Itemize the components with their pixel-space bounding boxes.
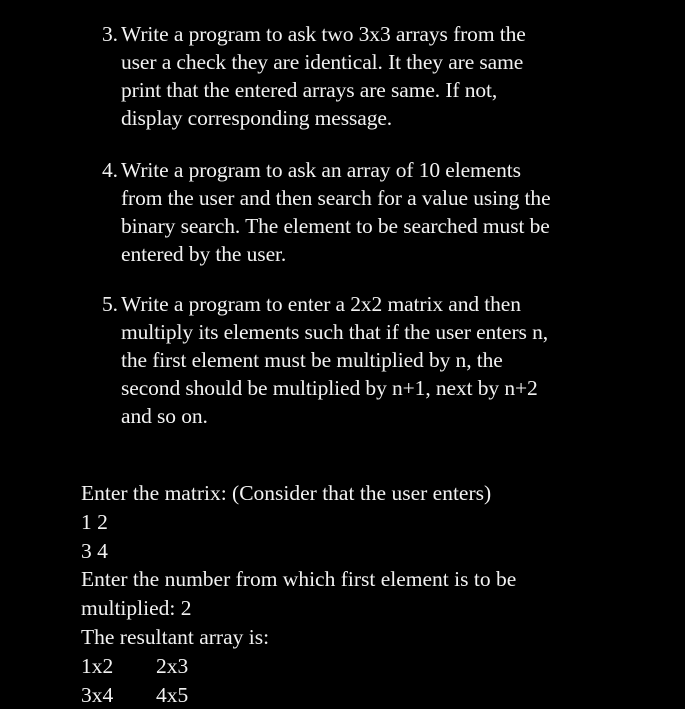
matrix-row-2: 3 4 bbox=[81, 538, 108, 563]
question-4 bbox=[102, 156, 602, 268]
sample-output bbox=[81, 479, 641, 709]
number-prompt-line-2: multiplied: 2 bbox=[81, 596, 192, 621]
result-row bbox=[81, 652, 641, 681]
question-5 bbox=[102, 290, 602, 430]
question-number: 4. bbox=[102, 158, 118, 182]
number-prompt-line-1: Enter the number from which first element is to be bbox=[81, 567, 517, 592]
result-cell: 4x5 bbox=[156, 682, 189, 707]
result-label: The resultant array is: bbox=[81, 624, 270, 649]
question-number: 3. bbox=[102, 22, 118, 46]
result-cell: 3x4 bbox=[81, 682, 114, 707]
result-row bbox=[81, 681, 641, 709]
question-text: Write a program to enter a 2x2 matrix and then multiply its elements such that if the user enters n, the first element must be multiplied by n, the second should be multiplied by n+1, next by n+2 and so on. bbox=[121, 292, 548, 428]
matrix-prompt: Enter the matrix: (Consider that the user enters) bbox=[81, 481, 492, 505]
question-text: Write a program to ask two 3x3 arrays from the user a check they are identical. It they are same print that the entered arrays are same. If not, display corresponding message. bbox=[121, 22, 526, 130]
result-cell: 2x3 bbox=[156, 653, 189, 678]
matrix-row-1: 1 2 bbox=[81, 509, 108, 534]
result-cell: 1x2 bbox=[81, 653, 114, 678]
question-3 bbox=[102, 20, 602, 132]
question-number: 5. bbox=[102, 292, 118, 316]
question-text: Write a program to ask an array of 10 elements from the user and then search for a value using the binary search. The element to be searched must be entered by the user. bbox=[121, 158, 551, 266]
